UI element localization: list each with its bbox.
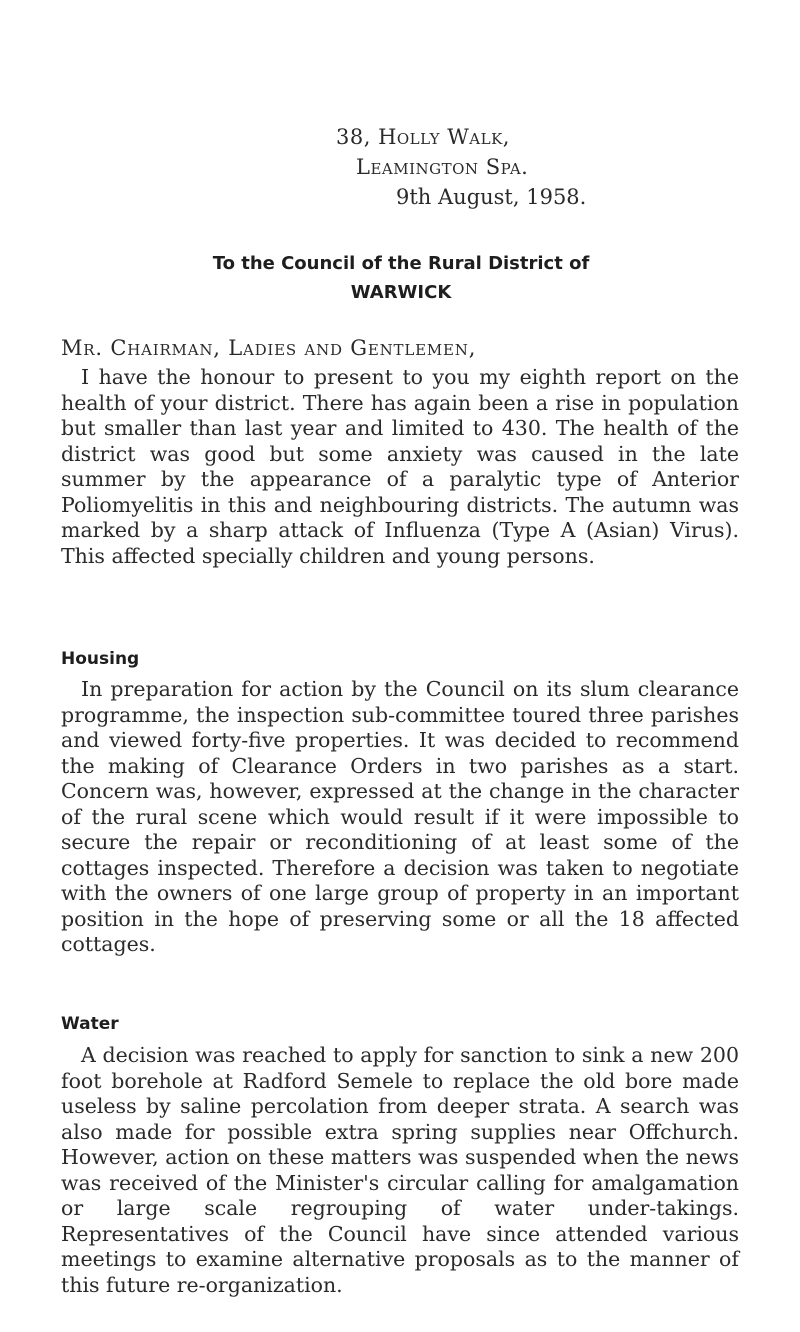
addressee-line: To the Council of the Rural District of xyxy=(212,253,590,274)
section-heading-water: Water xyxy=(61,1014,119,1034)
district-name: WARWICK xyxy=(350,282,452,303)
sender-address xyxy=(61,122,741,212)
water-paragraph: A decision was reached to apply for sanction to sink a new 200 foot borehole at Radford Semele to replace the old bore made useless by saline percolation from deeper strata. A search was also made for possible extra spring supplies near Offchurch. However, action on these matters was suspended when the news was received of the Minister's circular calling for amalgamation or large scale regrouping of water under-takings. Representatives of the Council have since attended various meetings to examine alternative proposals as to the manner of this future re-organization. xyxy=(61,1043,739,1297)
addressee-heading xyxy=(61,249,741,307)
section-heading-housing: Housing xyxy=(61,649,140,669)
letter-date: 9th August, 1958. xyxy=(396,185,587,209)
salutation: Mr. Chairman, Ladies and Gentlemen, xyxy=(61,336,477,360)
address-town: Leamington Spa. xyxy=(356,155,529,179)
housing-paragraph: In preparation for action by the Council on its slum clearance programme, the inspection sub-committee toured three parishes and viewed forty-five properties. It was decided to recommend the making of Clearance Orders in two parishes as a start. Concern was, however, expressed at the change in the character of the rural scene which would result if it were impossible to secure the repair or reconditioning of at least some of the cottages inspected. Therefore a decision was taken to negotiate with the owners of one large group of property in an important position in the hope of preserving some or all the 18 affected cottages. xyxy=(61,677,739,956)
address-street: 38, Holly Walk, xyxy=(336,125,510,149)
intro-paragraph: I have the honour to present to you my eighth report on the health of your district. There has again been a rise in population but smaller than last year and limited to 430. The health of the district was good but some anxiety was caused in the late summer by the appearance of a paralytic type of Anterior Poliomyelitis in this and neighbouring districts. The autumn was marked by a sharp attack of Influenza (Type A (Asian) Virus). This affected specially children and young persons. xyxy=(61,365,739,568)
